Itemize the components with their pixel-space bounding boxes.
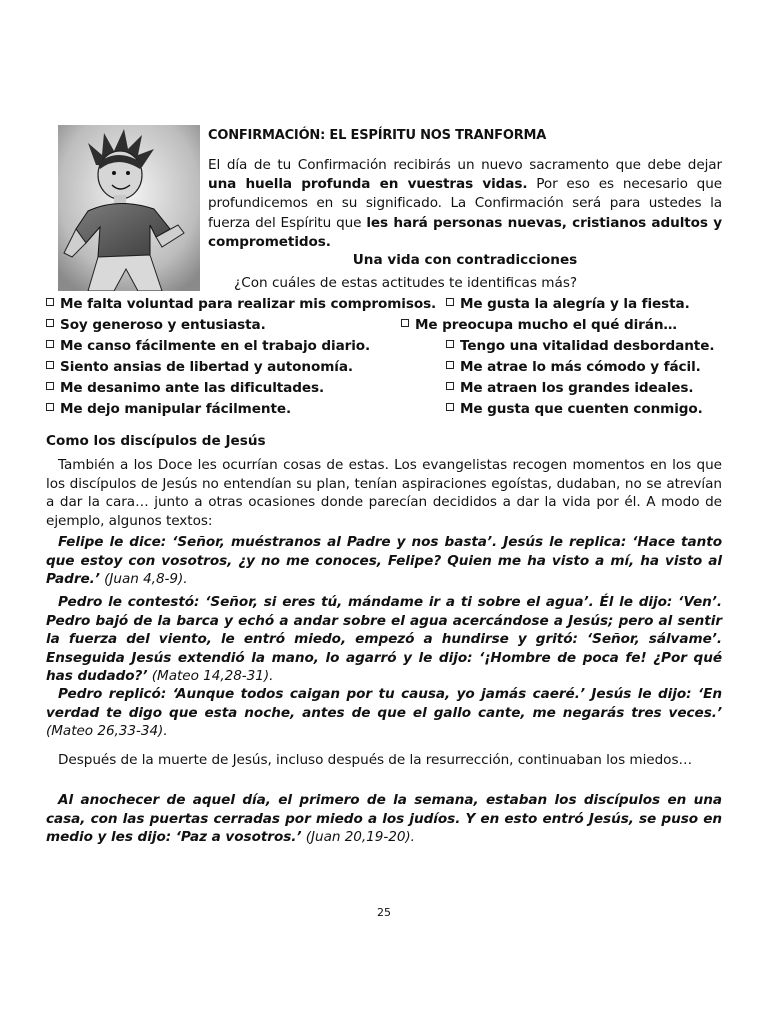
option-right-4[interactable]: Me atrae lo más cómodo y fácil. — [446, 359, 701, 375]
option-left-6[interactable]: Me dejo manipular fácilmente. — [46, 401, 291, 417]
checkbox-icon[interactable] — [446, 403, 454, 411]
option-left-4[interactable]: Siento ansias de libertad y autonomía. — [46, 359, 353, 375]
checkbox-icon[interactable] — [446, 382, 454, 390]
checkbox-icon[interactable] — [46, 319, 54, 327]
quote-1-text: Felipe le dice: ‘Señor, muéstranos al Padre y nos basta’. Jesús le replica: ‘Hace tanto que estoy con vosotros, ¿y no me conoces, Felipe? Quien me ha visto a mí, ha visto al Padre.’ — [46, 534, 722, 588]
quote-4-ref: (Juan 20,19-20). — [301, 829, 415, 846]
option-left-5[interactable]: Me desanimo ante las dificultades. — [46, 380, 324, 396]
quote-1-ref: (Juan 4,8-9). — [99, 571, 188, 588]
checkbox-icon[interactable] — [401, 319, 409, 327]
checkbox-icon[interactable] — [46, 298, 54, 306]
page-title: CONFIRMACIÓN: EL ESPÍRITU NOS TRANFORMA — [208, 128, 547, 143]
option-right-2[interactable]: Me preocupa mucho el qué dirán… — [401, 317, 677, 333]
checkbox-icon[interactable] — [446, 298, 454, 306]
intro-bold-1: una huella profunda en vuestras vidas. — [208, 176, 528, 193]
intro-bold-2: les hará personas nuevas, cristianos adultos y comprometidos. — [208, 214, 723, 250]
quote-3-text: Pedro replicó: ‘Aunque todos caigan por tu causa, yo jamás caeré.’ Jesús le dijo: ‘En verdad te digo que esta noche, antes de que el gallo cante, me negarás tres veces.’ — [46, 686, 722, 721]
checkbox-icon[interactable] — [446, 361, 454, 369]
option-right-3[interactable]: Tengo una vitalidad desbordante. — [446, 338, 714, 354]
checkbox-icon[interactable] — [46, 361, 54, 369]
page-number: 25 — [377, 906, 391, 919]
checkbox-icon[interactable] — [46, 382, 54, 390]
checkbox-icon[interactable] — [46, 340, 54, 348]
subtitle: Una vida con contradicciones — [352, 252, 578, 268]
checkbox-icon[interactable] — [446, 340, 454, 348]
section-heading: Como los discípulos de Jesús — [46, 433, 266, 449]
option-right-1[interactable]: Me gusta la alegría y la fiesta. — [446, 296, 690, 312]
option-right-5[interactable]: Me atraen los grandes ideales. — [446, 380, 693, 396]
option-left-3[interactable]: Me canso fácilmente en el trabajo diario. — [46, 338, 370, 354]
boy-illustration — [58, 125, 200, 291]
checkbox-icon[interactable] — [46, 403, 54, 411]
quote-2-ref: (Mateo 14,28-31). — [147, 668, 274, 685]
quote-3 — [46, 685, 722, 741]
quote-2 — [46, 593, 722, 686]
option-left-1[interactable]: Me falta voluntad para realizar mis compromisos. — [46, 296, 436, 312]
quote-4-text: Al anochecer de aquel día, el primero de la semana, estaban los discípulos en una casa, con las puertas cerradas por miedo a los judíos. Y en esto entró Jesús, se puso en medio y les dijo: ‘Paz a vosotros.’ — [46, 792, 722, 846]
option-left-2[interactable]: Soy generoso y entusiasta. — [46, 317, 266, 333]
quote-4 — [46, 791, 722, 847]
quote-3-ref: (Mateo 26,33-34). — [46, 723, 168, 740]
intro-text-2: Por eso es necesario que profundicemos en su significado. La Confirmación será para ustedes la fuerza del Espíritu que — [208, 176, 722, 231]
intro-paragraph — [208, 156, 722, 252]
intro-text-1: El día de tu Confirmación recibirás un nuevo sacramento que debe dejar — [208, 157, 722, 173]
paragraph-1: También a los Doce les ocurrían cosas de estas. Los evangelistas recogen momentos en los que los discípulos de Jesús no entendían su plan, tenían aspiraciones egoístas, dudaban, no se atrevían a dar la cara… junto a otras ocasiones donde parecían decididos a dar la vida por él. A modo de ejemplo, algunos textos: — [46, 457, 722, 529]
paragraph-2: Después de la muerte de Jesús, incluso después de la resurrección, continuaban los miedos… — [58, 752, 693, 768]
quote-1 — [46, 533, 722, 589]
option-right-6[interactable]: Me gusta que cuenten conmigo. — [446, 401, 703, 417]
quote-2-text: Pedro le contestó: ‘Señor, si eres tú, mándame ir a ti sobre el agua’. Él le dijo: ‘Ven’. Pedro bajó de la barca y echó a andar sobre el agua acercándose a Jesús; pero al sentir la fuerza del viento, le entró miedo, empezó a hundirse y gritó: ‘Señor, sálvame’. Enseguida Jesús extendió la mano, lo agarró y le dijo: ‘¡Hombre de poca fe! ¿Por qué has dudado?’ — [46, 594, 722, 685]
question: ¿Con cuáles de estas actitudes te identificas más? — [234, 275, 578, 291]
